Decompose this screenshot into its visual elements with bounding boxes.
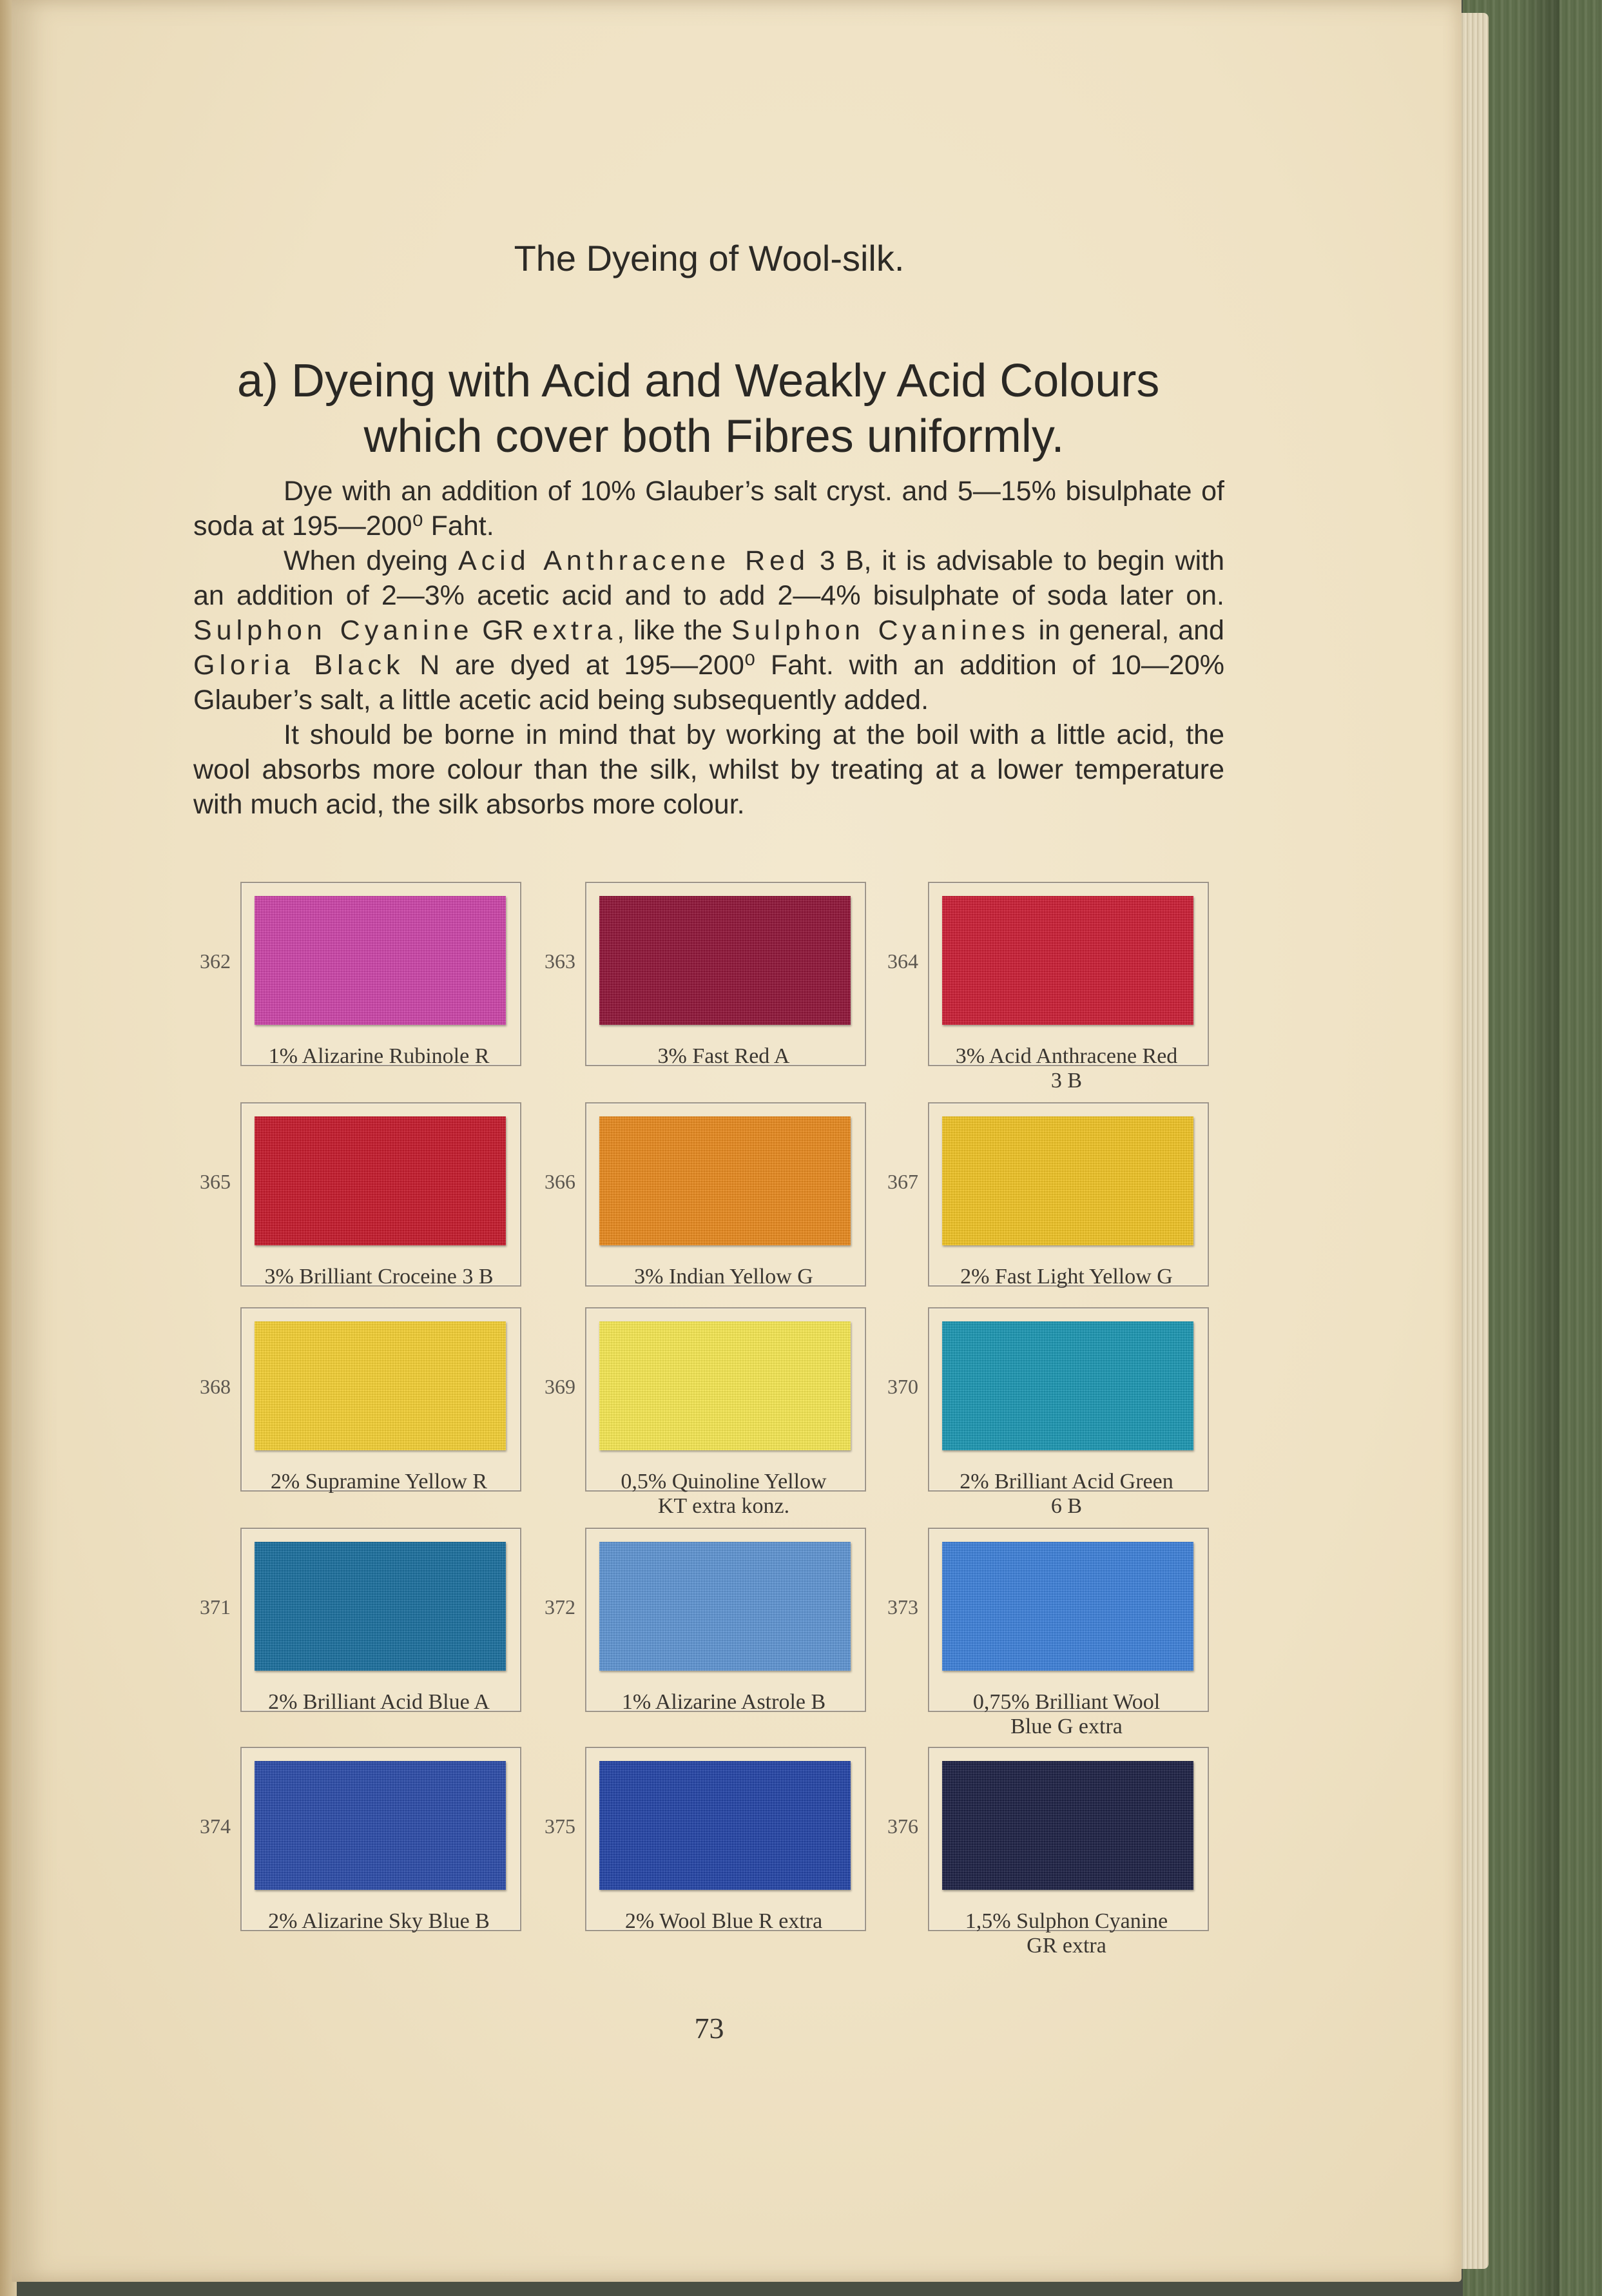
sample-number: 369 [545, 1375, 575, 1398]
sample-caption [915, 1470, 1218, 1519]
fabric-swatch [255, 1542, 506, 1671]
paragraph-1: Dye with an addition of 10% Glauber’s salt cryst. and 5—15% bisulphate of soda at 195—200⁰ Faht. [193, 476, 1224, 541]
dye-name-sulphon-cyanines: Sulphon Cyanines [731, 615, 1030, 646]
sample-caption-line1: 3% Brilliant Croceine 3 B [264, 1265, 494, 1289]
section-heading [205, 353, 1223, 464]
paragraph-2-text: GR [473, 615, 533, 646]
dye-name-extra: extra [532, 615, 617, 646]
sample-caption [227, 1044, 530, 1069]
sample-number: 363 [545, 949, 575, 973]
sample-caption-line1: 3% Fast Red A [657, 1044, 790, 1068]
sample-number: 367 [887, 1170, 918, 1193]
page-number: 73 [694, 2012, 724, 2045]
sample-caption [915, 1265, 1218, 1289]
sample-card [928, 1528, 1209, 1712]
sample-number: 370 [887, 1375, 918, 1398]
book-page [12, 0, 1462, 2282]
sample-caption [572, 1044, 875, 1069]
sample-caption-line1: 0,5% Quinoline Yellow [621, 1470, 827, 1493]
sample-card [585, 1747, 866, 1931]
sample-caption [572, 1690, 875, 1715]
sample-number: 366 [545, 1170, 575, 1193]
sample-card [240, 1528, 521, 1712]
fabric-swatch [255, 1761, 506, 1890]
sample-card [928, 1102, 1209, 1287]
dye-name-acid-anthracene-red: Acid Anthracene Red [458, 545, 809, 576]
sample-card [240, 882, 521, 1066]
fabric-swatch [255, 1116, 506, 1245]
sample-caption-line1: 3% Acid Anthracene Red [955, 1044, 1178, 1068]
paragraph-2-text: When dyeing [284, 545, 458, 576]
fabric-swatch [599, 1321, 851, 1450]
sample-card [928, 1747, 1209, 1931]
page-title: The Dyeing of Wool-silk. [514, 238, 905, 278]
fabric-swatch [942, 1761, 1193, 1890]
sample-card [928, 882, 1209, 1066]
sample-caption-line2: Blue G extra [1010, 1715, 1123, 1738]
fabric-swatch [599, 1761, 851, 1890]
fabric-swatch [942, 896, 1193, 1025]
fabric-swatch [599, 896, 851, 1025]
sample-card [585, 882, 866, 1066]
sample-caption [572, 1909, 875, 1934]
fabric-swatch [599, 1116, 851, 1245]
sample-caption [915, 1909, 1218, 1958]
cover-shadow [1521, 0, 1559, 2296]
fabric-swatch [255, 896, 506, 1025]
section-heading-line2: which cover both Fibres uniformly. [363, 411, 1065, 462]
sample-caption-line1: 2% Wool Blue R extra [624, 1909, 823, 1933]
paragraph-2-text: in general, and [1029, 615, 1224, 646]
sample-card [240, 1307, 521, 1492]
sample-caption [915, 1690, 1218, 1739]
dye-name-sulphon-cyanine: Sulphon Cyanine [193, 615, 474, 646]
sample-number: 372 [545, 1595, 575, 1619]
body-text [193, 474, 1224, 822]
sample-caption [572, 1265, 875, 1289]
sample-caption [572, 1470, 875, 1519]
sample-caption-line1: 0,75% Brilliant Wool [972, 1690, 1161, 1714]
fabric-swatch [942, 1542, 1193, 1671]
fabric-swatch [942, 1321, 1193, 1450]
sample-caption-line2: GR extra [1027, 1934, 1106, 1958]
sample-caption-line1: 2% Fast Light Yellow G [960, 1265, 1173, 1289]
fabric-swatch [942, 1116, 1193, 1245]
sample-caption [915, 1044, 1218, 1093]
sample-caption-line1: 1% Alizarine Astrole B [621, 1690, 826, 1714]
sample-card [585, 1307, 866, 1492]
sample-card [585, 1102, 866, 1287]
sample-caption-line1: 1% Alizarine Rubinole R [268, 1044, 490, 1068]
sample-card [928, 1307, 1209, 1492]
fabric-swatch [599, 1542, 851, 1671]
sample-caption [227, 1470, 530, 1494]
paragraph-2-text: N are dyed at 195—200⁰ Faht. with an addition of 10—20% Glauber’s salt, a little acetic acid being subsequently added. [193, 650, 1224, 715]
sample-caption-line1: 3% Indian Yellow G [634, 1265, 813, 1289]
dye-name-gloria-black: Gloria Black [193, 650, 405, 681]
sample-caption [227, 1265, 530, 1289]
sample-caption-line1: 2% Brilliant Acid Blue A [268, 1690, 490, 1714]
sample-caption-line1: 2% Alizarine Sky Blue B [268, 1909, 490, 1933]
sample-caption [227, 1909, 530, 1934]
sample-number: 365 [200, 1170, 231, 1193]
sample-card [240, 1102, 521, 1287]
sample-number: 371 [200, 1595, 231, 1619]
sample-card [240, 1747, 521, 1931]
sample-card [585, 1528, 866, 1712]
paragraph-3: It should be borne in mind that by working at the boil with a little acid, the wool absorbs more colour than the silk, whilst by treating at a lower temperature with much acid, the silk absorbs more colour. [193, 719, 1224, 820]
sample-number: 373 [887, 1595, 918, 1619]
sample-number: 376 [887, 1814, 918, 1838]
sample-number: 375 [545, 1814, 575, 1838]
section-heading-line1: a) Dyeing with Acid and Weakly Acid Colours [237, 355, 1160, 407]
sample-caption [227, 1690, 530, 1715]
sample-number: 364 [887, 949, 918, 973]
sample-caption-line1: 2% Supramine Yellow R [270, 1470, 488, 1493]
fabric-swatch [255, 1321, 506, 1450]
sample-caption-line1: 1,5% Sulphon Cyanine [965, 1909, 1168, 1933]
sample-caption-line2: KT extra konz. [657, 1494, 790, 1518]
sample-caption-line2: 3 B [1050, 1069, 1083, 1093]
sample-number: 374 [200, 1814, 231, 1838]
paragraph-2 [193, 543, 1224, 717]
sample-number: 362 [200, 949, 231, 973]
sample-caption-line2: 6 B [1050, 1494, 1083, 1518]
sample-number: 368 [200, 1375, 231, 1398]
paragraph-2-text: , like the [617, 615, 731, 646]
paragraph-2-text: 3 B, it is advisable to begin with an addition of 2—3% acetic acid and to add 2—4% bisulphate of soda later on. [193, 545, 1224, 611]
sample-caption-line1: 2% Brilliant Acid Green [960, 1470, 1173, 1493]
